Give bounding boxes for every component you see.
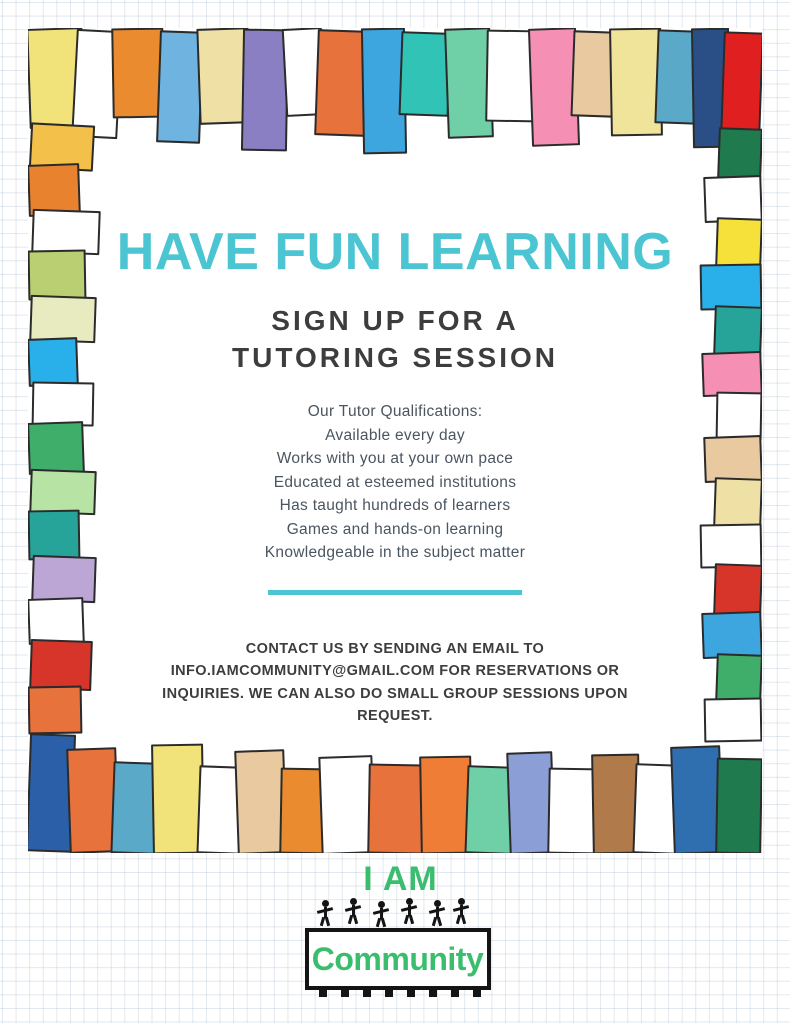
book-shape bbox=[241, 29, 289, 152]
book-shape bbox=[464, 765, 515, 853]
book-shape bbox=[547, 768, 598, 853]
list-item: Has taught hundreds of learners bbox=[279, 497, 511, 515]
book-shape bbox=[282, 28, 327, 117]
book-shape bbox=[591, 754, 641, 853]
list-item: Available every day bbox=[325, 426, 465, 444]
logo-bottom-text: Community bbox=[311, 941, 484, 977]
people-icon bbox=[295, 898, 500, 928]
book-shape bbox=[28, 686, 82, 735]
logo bbox=[295, 862, 500, 997]
book-shape bbox=[713, 563, 762, 617]
book-shape bbox=[29, 639, 93, 691]
book-shape bbox=[703, 175, 762, 223]
book-shape bbox=[715, 758, 762, 853]
book-shape bbox=[71, 29, 123, 139]
list-item: Knowledgeable in the subject matter bbox=[264, 544, 526, 562]
book-shape bbox=[234, 749, 288, 853]
book-shape bbox=[528, 28, 580, 147]
book-shape bbox=[654, 29, 699, 124]
book-shape bbox=[111, 28, 165, 118]
contact-text: CONTACT US BY SENDING AN EMAIL TO INFO.IAMCOMMUNITY@GMAIL.COM FOR RESERVATIONS OR INQUIRIES. WE CAN ALSO DO SMALL GROUP SESSIONS UPON REQUEST. bbox=[162, 641, 628, 725]
list-item: Games and hands-on learning bbox=[286, 520, 504, 538]
flyer-card bbox=[28, 28, 762, 853]
book-shape bbox=[691, 28, 731, 148]
book-shape bbox=[110, 761, 159, 853]
book-shape bbox=[314, 29, 370, 137]
book-shape bbox=[399, 31, 452, 117]
qualifications-heading: Our Tutor Qualifications: bbox=[307, 403, 483, 420]
subheading-line-2: TUTORING SESSION bbox=[232, 341, 558, 373]
book-shape bbox=[571, 30, 618, 117]
page-title: HAVE FUN LEARNING bbox=[116, 223, 674, 281]
logo-box bbox=[305, 928, 491, 990]
book-shape bbox=[444, 28, 494, 139]
book-shape bbox=[715, 653, 762, 703]
book-shape bbox=[28, 163, 81, 217]
book-shape bbox=[704, 697, 762, 742]
book-shape bbox=[318, 755, 375, 853]
book-shape bbox=[701, 611, 762, 659]
book-shape bbox=[66, 747, 120, 853]
book-shape bbox=[28, 28, 86, 129]
book-shape bbox=[156, 30, 204, 143]
book-shape bbox=[670, 745, 724, 853]
book-shape bbox=[419, 756, 473, 853]
book-shape bbox=[151, 744, 205, 853]
book-shape bbox=[196, 765, 243, 853]
book-shape bbox=[29, 122, 95, 171]
subheading bbox=[28, 303, 762, 377]
book-shape bbox=[717, 127, 762, 181]
book-shape bbox=[361, 28, 407, 154]
book-shape bbox=[720, 31, 762, 136]
qualifications-list bbox=[28, 400, 762, 565]
book-shape bbox=[506, 751, 556, 853]
book-shape bbox=[196, 28, 251, 125]
book-shape bbox=[485, 30, 539, 123]
list-item: Educated at esteemed institutions bbox=[273, 473, 517, 491]
book-shape bbox=[367, 764, 425, 853]
book-shape bbox=[28, 597, 85, 645]
divider bbox=[268, 590, 522, 595]
book-shape bbox=[28, 733, 76, 853]
list-item: Works with you at your own pace bbox=[276, 450, 514, 468]
subheading-line-1: SIGN UP FOR A bbox=[271, 305, 519, 336]
book-shape bbox=[609, 28, 663, 136]
book-shape bbox=[279, 768, 326, 853]
book-shape bbox=[632, 763, 681, 853]
logo-top-text: I AM bbox=[363, 860, 438, 898]
